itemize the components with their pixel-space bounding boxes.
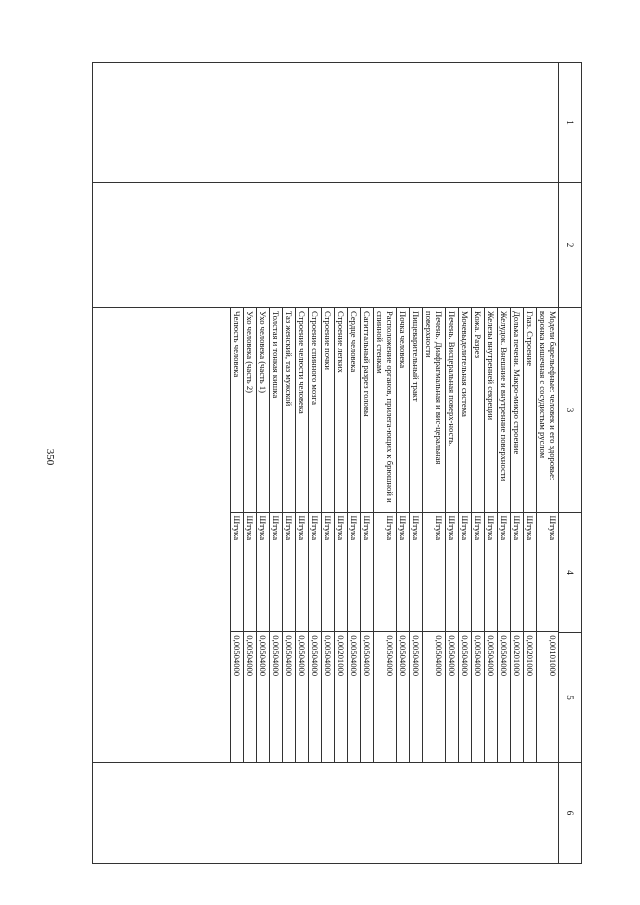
header-col-1: 1 bbox=[559, 63, 581, 183]
table-row bbox=[360, 308, 373, 762]
item-name: Мочевыделительная система bbox=[459, 308, 471, 513]
item-value: 0,00504000 bbox=[297, 635, 307, 677]
col-2-blank bbox=[93, 183, 559, 308]
item-name: Строение почки bbox=[322, 308, 334, 513]
item-name: Пищеварительный тракт bbox=[410, 308, 422, 513]
table-row bbox=[445, 308, 458, 762]
item-unit: Штука bbox=[231, 513, 243, 633]
item-unit: Штука bbox=[335, 513, 347, 633]
item-name: Сагиттальный разрез головы bbox=[361, 308, 373, 513]
table-row bbox=[409, 308, 422, 762]
item-value: 0,00101000 bbox=[548, 635, 558, 677]
table-row bbox=[422, 308, 445, 762]
item-name: Глаз. Строение bbox=[524, 308, 536, 513]
item-unit: Штука bbox=[361, 513, 373, 633]
rows-group bbox=[93, 308, 559, 763]
table-row bbox=[373, 308, 396, 762]
item-value: 0,00504000 bbox=[362, 635, 372, 677]
item-unit: Штука bbox=[296, 513, 308, 633]
table-row bbox=[523, 308, 536, 762]
item-name: Строение спинного мозга bbox=[309, 308, 321, 513]
item-name: Модели барельефные: человек и его здоровье: воронка кишечная с сосудистым руслом bbox=[537, 308, 559, 513]
item-value: 0,00504000 bbox=[349, 635, 359, 677]
item-value: 0,00504000 bbox=[486, 635, 496, 677]
item-unit: Штука bbox=[257, 513, 269, 633]
rotated-table bbox=[93, 63, 581, 863]
item-unit: Штука bbox=[446, 513, 458, 633]
table-row bbox=[295, 308, 308, 762]
item-unit: Штука bbox=[511, 513, 523, 633]
header-col-5: 5 bbox=[559, 633, 581, 763]
table-row bbox=[243, 308, 256, 762]
table-row bbox=[334, 308, 347, 762]
table-row bbox=[256, 308, 269, 762]
item-name: Строение челюсти человека bbox=[296, 308, 308, 513]
item-value: 0,00504000 bbox=[245, 635, 255, 677]
table-row bbox=[536, 308, 559, 762]
item-unit: Штука bbox=[283, 513, 295, 633]
item-value: 0,00504000 bbox=[473, 635, 483, 677]
item-unit: Штука bbox=[537, 513, 559, 633]
item-unit: Штука bbox=[524, 513, 536, 633]
col-6-blank bbox=[93, 763, 559, 863]
item-name: Строение легких bbox=[335, 308, 347, 513]
item-unit: Штука bbox=[322, 513, 334, 633]
item-unit: Штука bbox=[397, 513, 409, 633]
item-name: Печень. Диафрагмальная и вис-церальная поверхности bbox=[423, 308, 445, 513]
table-row bbox=[458, 308, 471, 762]
item-value: 0,00504000 bbox=[385, 635, 395, 677]
table-row bbox=[282, 308, 295, 762]
item-value: 0,00504000 bbox=[258, 635, 268, 677]
table-row bbox=[321, 308, 334, 762]
item-name: Расположение органов, прилега-ющих к брюшной и спинной стенкам bbox=[374, 308, 396, 513]
item-value: 0,00504000 bbox=[398, 635, 408, 677]
item-name: Ухо человека (часть 1) bbox=[257, 308, 269, 513]
item-unit: Штука bbox=[374, 513, 396, 633]
item-unit: Штука bbox=[244, 513, 256, 633]
item-name: Кожа. Разрез bbox=[472, 308, 484, 513]
item-name: Желудок. Внешние и внутренние поверхности bbox=[498, 308, 510, 513]
header-col-4: 4 bbox=[559, 513, 581, 633]
item-value: 0,00201000 bbox=[525, 635, 535, 677]
item-value: 0,00201000 bbox=[336, 635, 346, 677]
table-frame bbox=[92, 62, 582, 864]
header-col-3: 3 bbox=[559, 308, 581, 513]
item-name: Толстая и тонкая кишка bbox=[270, 308, 282, 513]
item-value: 0,00504000 bbox=[310, 635, 320, 677]
item-name: Долька печени. Макро-микро строение bbox=[511, 308, 523, 513]
item-value: 0,00504000 bbox=[411, 635, 421, 677]
item-value: 0,00504000 bbox=[232, 635, 242, 677]
item-name: Ухо человека (часть 2) bbox=[244, 308, 256, 513]
header-row bbox=[558, 63, 581, 863]
table-row bbox=[471, 308, 484, 762]
item-unit: Штука bbox=[459, 513, 471, 633]
item-value: 0,00504000 bbox=[499, 635, 509, 677]
item-name: Печень. Висцеральная поверх-ность. bbox=[446, 308, 458, 513]
item-name: Таз женский, таз мужской bbox=[283, 308, 295, 513]
header-col-6: 6 bbox=[565, 810, 575, 816]
item-unit: Штука bbox=[485, 513, 497, 633]
item-value: 0,00504000 bbox=[447, 635, 457, 677]
table-row bbox=[510, 308, 523, 762]
item-name: Почка человека bbox=[397, 308, 409, 513]
table-body bbox=[93, 63, 559, 863]
item-value: 0,00201000 bbox=[512, 635, 522, 677]
table-row bbox=[347, 308, 360, 762]
item-value: 0,00504000 bbox=[271, 635, 281, 677]
item-unit: Штука bbox=[498, 513, 510, 633]
page-number: 350 bbox=[44, 448, 56, 466]
table-row bbox=[308, 308, 321, 762]
item-unit: Штука bbox=[472, 513, 484, 633]
item-name: Челюсть человека bbox=[231, 308, 243, 513]
table-row bbox=[497, 308, 510, 762]
item-unit: Штука bbox=[309, 513, 321, 633]
item-name: Железы внутренней секреции bbox=[485, 308, 497, 513]
table-row bbox=[484, 308, 497, 762]
item-unit: Штука bbox=[423, 513, 445, 633]
col-1-blank bbox=[93, 63, 559, 183]
table-row bbox=[230, 308, 243, 762]
item-value: 0,00504000 bbox=[323, 635, 333, 677]
table-row bbox=[269, 308, 282, 762]
item-name: Сердце человека bbox=[348, 308, 360, 513]
header-col-2: 2 bbox=[559, 183, 581, 308]
item-value: 0,00504000 bbox=[284, 635, 294, 677]
table-row bbox=[396, 308, 409, 762]
item-unit: Штука bbox=[270, 513, 282, 633]
item-value: 0,00504000 bbox=[434, 635, 444, 677]
item-value: 0,00504000 bbox=[460, 635, 470, 677]
item-unit: Штука bbox=[348, 513, 360, 633]
item-unit: Штука bbox=[410, 513, 422, 633]
